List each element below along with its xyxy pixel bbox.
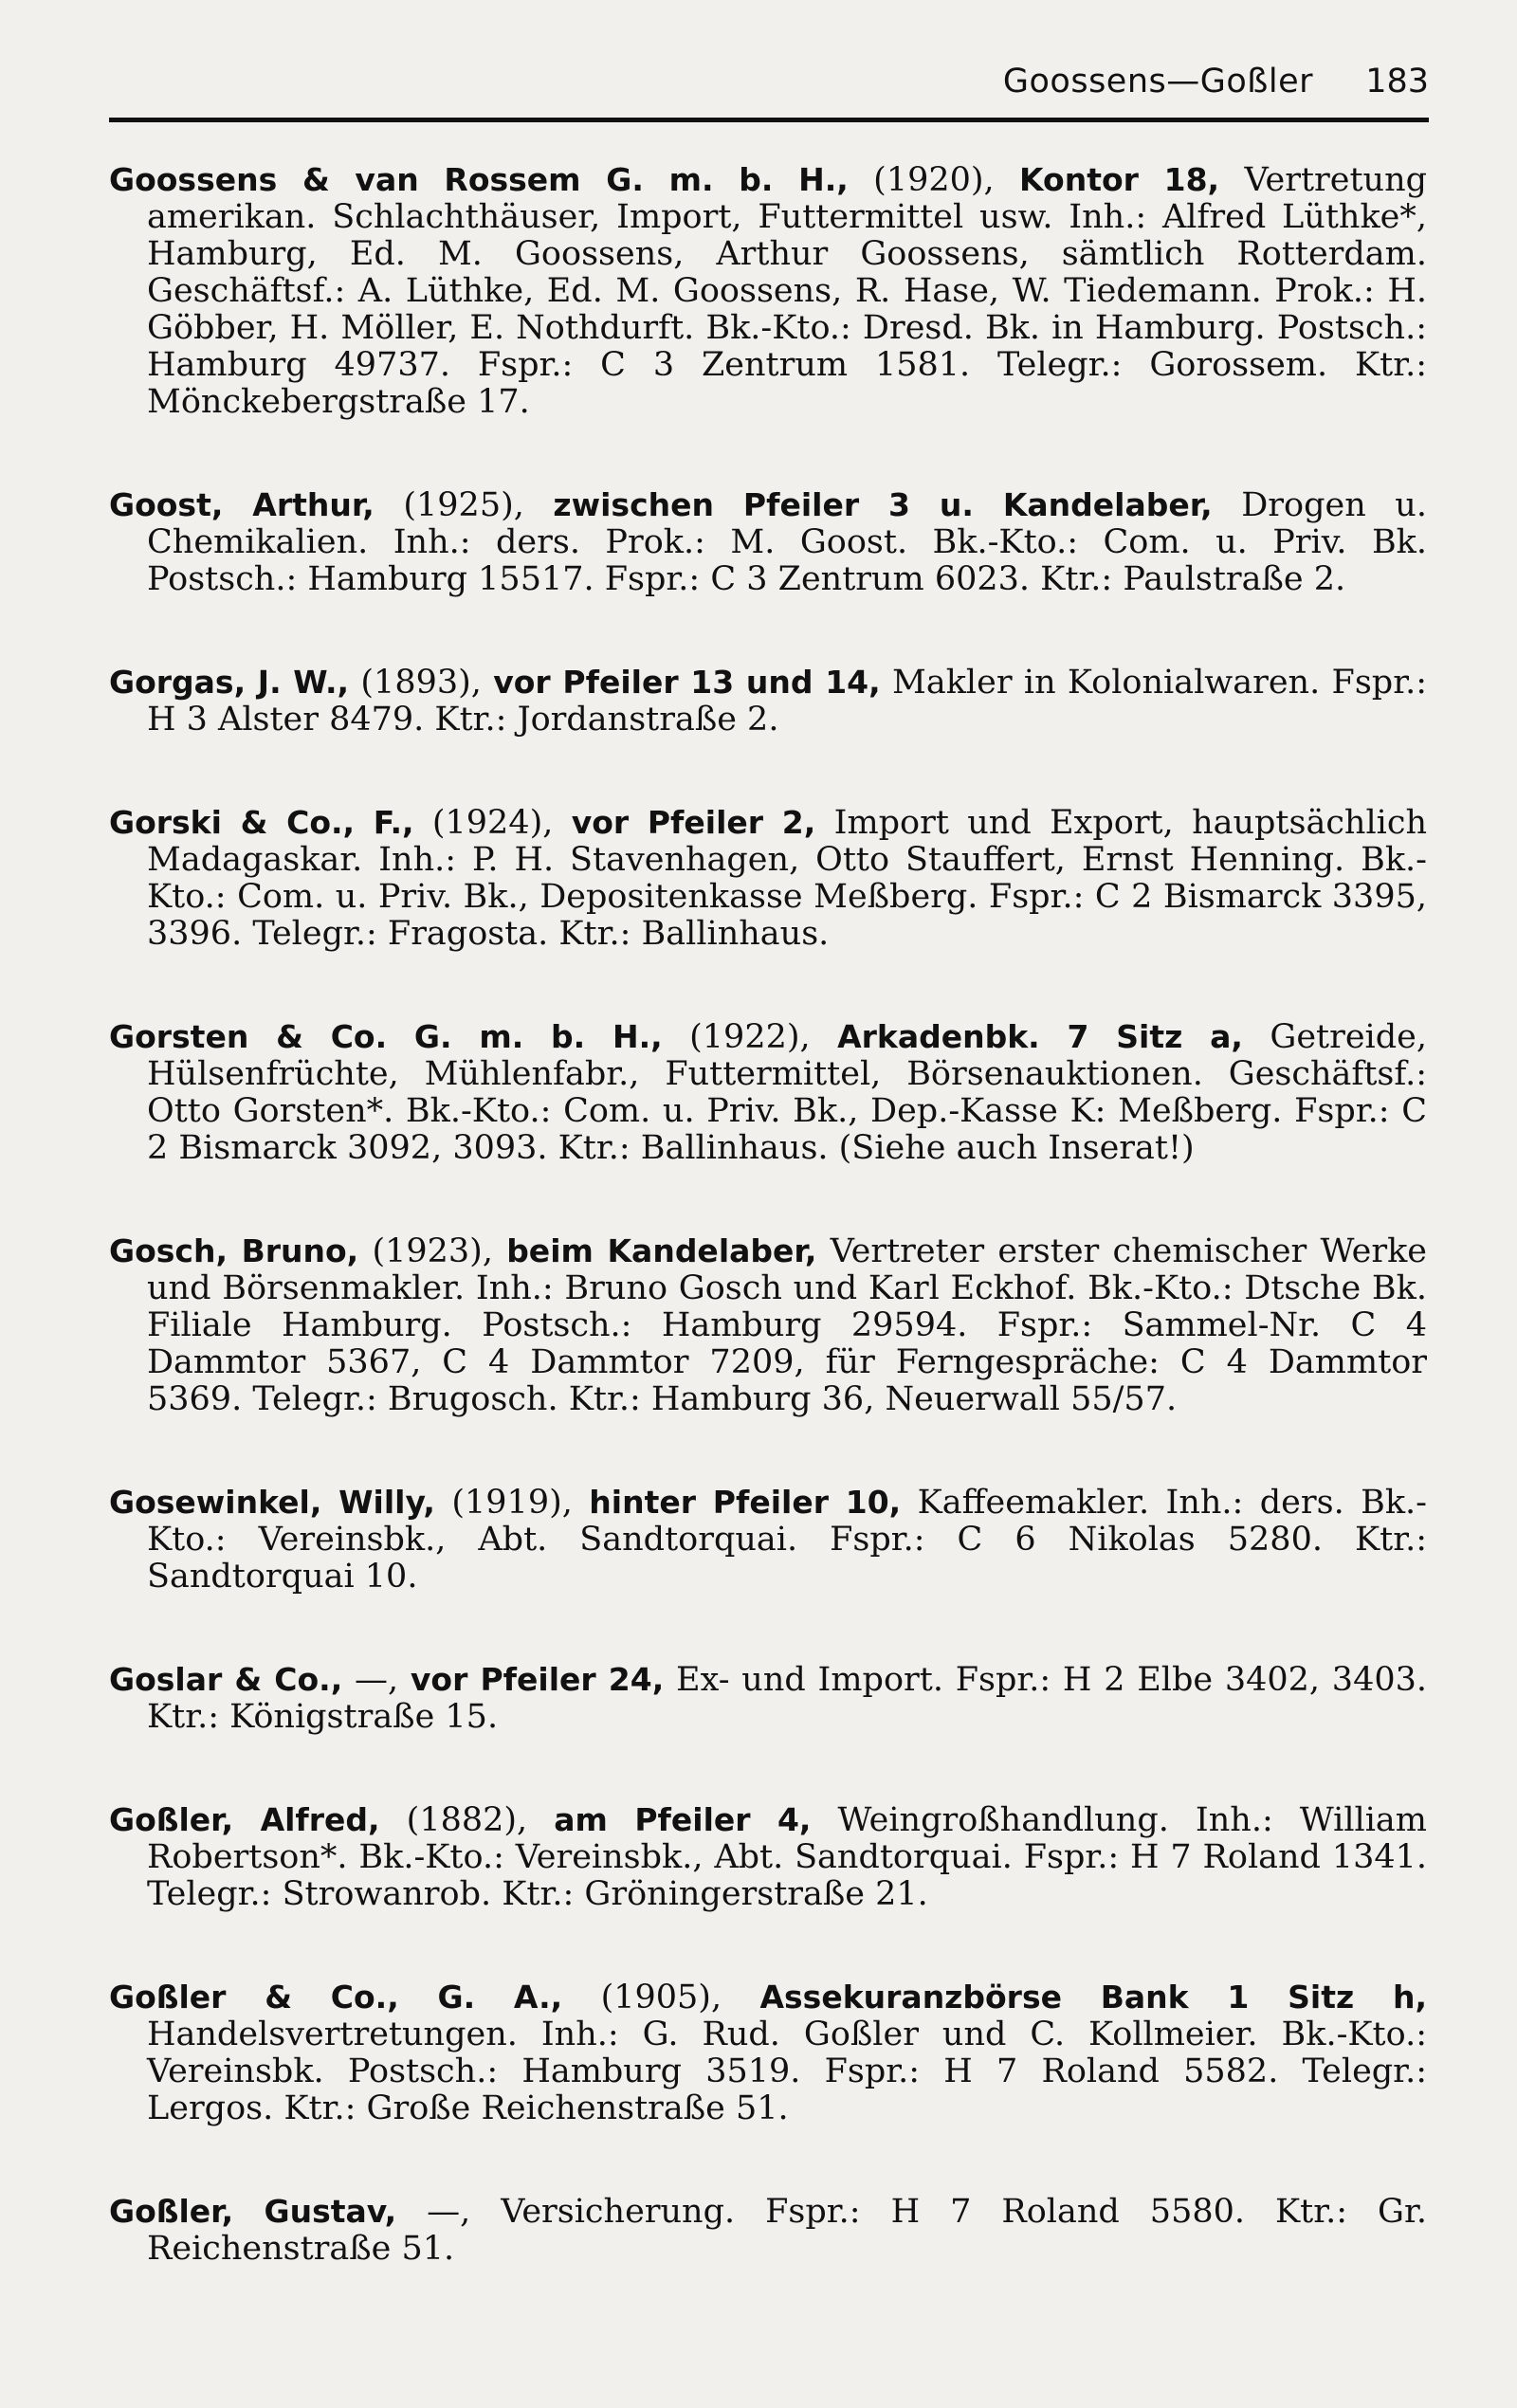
entry-location: beim Kandelaber,: [506, 1232, 817, 1269]
entry-location: vor Pfeiler 13 und 14,: [493, 664, 881, 701]
entry-location: vor Pfeiler 24,: [410, 1661, 665, 1698]
entry-year: —,: [396, 2193, 502, 2231]
entry-location: am Pfeiler 4,: [554, 1801, 812, 1838]
entry-year: (1922),: [662, 1018, 838, 1056]
entry-name: Goossens & van Rossem G. m. b. H.,: [109, 161, 849, 198]
entry-body: Versicherung. Fspr.: H 7 Roland 5580. Ktr.: Gr. Reichenstraße 51.: [147, 2193, 1427, 2268]
entry-body: Import und Export, hauptsächlich Madagaskar. Inh.: P. H. Stavenhagen, Otto Stauffert, Ernst Henning. Bk.-Kto.: Com. u. Priv. Bk., Depositenkasse Meßberg. Fspr.: C 2 Bismarck 3395, 3396. Telegr.: Fragosta. Ktr.: Ballinhaus.: [147, 804, 1428, 953]
entry-body: Ex- und Import. Fspr.: H 2 Elbe 3402, 3403. Ktr.: Königstraße 15.: [147, 1661, 1428, 1736]
entry-location: Arkadenbk. 7 Sitz a,: [837, 1018, 1243, 1055]
directory-entry: [109, 1801, 1427, 1913]
directory-entry: [109, 1484, 1427, 1596]
entry-name: Gosch, Bruno,: [109, 1232, 359, 1269]
entry-list: [109, 161, 1427, 2333]
directory-entry: [109, 2193, 1427, 2268]
entry-name: Gorsten & Co. G. m. b. H.,: [109, 1018, 663, 1055]
directory-entry: [109, 486, 1427, 598]
directory-entry: [109, 1661, 1427, 1736]
directory-entry: [109, 161, 1427, 421]
entry-body: Handelsvertretungen. Inh.: G. Rud. Goßler und C. Kollmeier. Bk.-Kto.: Vereinsbk. Postsch.: Hamburg 3519. Fspr.: H 7 Roland 5582. Telegr.: Lergos. Ktr.: Große Reichenstraße 51.: [147, 2016, 1427, 2127]
directory-entry: [109, 804, 1427, 953]
entry-year: (1919),: [434, 1484, 590, 1522]
entry-name: Gosewinkel, Willy,: [109, 1484, 435, 1521]
entry-location: Kontor 18,: [1019, 161, 1220, 198]
entry-year: —,: [342, 1661, 411, 1699]
directory-entry: [109, 1018, 1427, 1167]
entry-body: Drogen u. Chemikalien. Inh.: ders. Prok.: M. Goost. Bk.-Kto.: Com. u. Priv. Bk. Postsch.: Hamburg 15517. Fspr.: C 3 Zentrum 6023. Ktr.: Paulstraße 2.: [147, 486, 1427, 598]
entry-year: (1924),: [413, 804, 572, 842]
entry-year: (1882),: [379, 1801, 555, 1839]
entry-year: (1893),: [349, 664, 494, 702]
entry-location: Assekuranzbörse Bank 1 Sitz h,: [759, 1979, 1427, 2016]
page-number: 183: [1365, 63, 1429, 100]
entry-name: Goßler & Co., G. A.,: [109, 1979, 563, 2016]
directory-entry: [109, 664, 1427, 739]
entry-body: Makler in Kolonialwaren. Fspr.: H 3 Alster 8479. Ktr.: Jordanstraße 2.: [147, 664, 1427, 739]
header-rule: [109, 118, 1429, 122]
directory-entry: [109, 1232, 1427, 1418]
entry-name: Goßler, Gustav,: [109, 2193, 397, 2230]
directory-entry: [109, 1979, 1427, 2127]
entry-year: (1925),: [374, 486, 554, 524]
entry-name: Gorgas, J. W.,: [109, 664, 350, 701]
entry-year: (1905),: [562, 1979, 760, 2016]
entry-year: (1920),: [848, 161, 1020, 199]
entry-name: Goslar & Co.,: [109, 1661, 343, 1698]
entry-year: (1923),: [358, 1232, 507, 1270]
entry-name: Gorski & Co., F.,: [109, 804, 414, 841]
entry-body: Vertretung amerikan. Schlachthäuser, Import, Futtermittel usw. Inh.: Alfred Lüthke*, Hamburg, Ed. M. Goossens, Arthur Goossens, sämtlich Rotterdam. Geschäftsf.: A. Lüthke, Ed. M. Goossens, R. Hase, W. Tiedemann. Prok.: H. Göbber, H. Möller, E. Nothdurft. Bk.-Kto.: Dresd. Bk. in Hamburg. Postsch.: Hamburg 49737. Fspr.: C 3 Zentrum 1581. Telegr.: Gorossem. Ktr.: Mönckebergstraße 17.: [147, 161, 1428, 421]
entry-body: Vertreter erster chemischer Werke und Börsenmakler. Inh.: Bruno Gosch und Karl Eckhof. Bk.-Kto.: Dtsche Bk. Filiale Hamburg. Postsch.: Hamburg 29594. Fspr.: Sammel-Nr. C 4 Dammtor 5367, C 4 Dammtor 7209, für Ferngespräche: C 4 Dammtor 5369. Telegr.: Brugosch. Ktr.: Hamburg 36, Neuerwall 55/57.: [147, 1232, 1428, 1418]
page-header: [109, 59, 1429, 110]
entry-body: Kaffeemakler. Inh.: ders. Bk.-Kto.: Vereinsbk., Abt. Sandtorquai. Fspr.: C 6 Nikolas 5280. Ktr.: Sandtorquai 10.: [147, 1484, 1427, 1596]
entry-name: Goost, Arthur,: [109, 486, 375, 523]
entry-location: vor Pfeiler 2,: [571, 804, 816, 841]
entry-body: Weingroßhandlung. Inh.: William Robertson*. Bk.-Kto.: Vereinsbk., Abt. Sandtorquai. Fspr.: H 7 Roland 1341. Telegr.: Strowanrob. Ktr.: Gröningerstraße 21.: [147, 1801, 1427, 1913]
entry-location: hinter Pfeiler 10,: [589, 1484, 902, 1521]
entry-body: Getreide, Hülsenfrüchte, Mühlenfabr., Futtermittel, Börsenauktionen. Geschäftsf.: Otto Gorsten*. Bk.-Kto.: Com. u. Priv. Bk., Dep.-Kasse K: Meßberg. Fspr.: C 2 Bismarck 3092, 3093. Ktr.: Ballinhaus. (Siehe auch Inserat!): [147, 1018, 1427, 1167]
running-head: Goossens—Goßler: [1002, 63, 1313, 100]
entry-name: Goßler, Alfred,: [109, 1801, 380, 1838]
entry-location: zwischen Pfeiler 3 u. Kandelaber,: [553, 486, 1213, 523]
